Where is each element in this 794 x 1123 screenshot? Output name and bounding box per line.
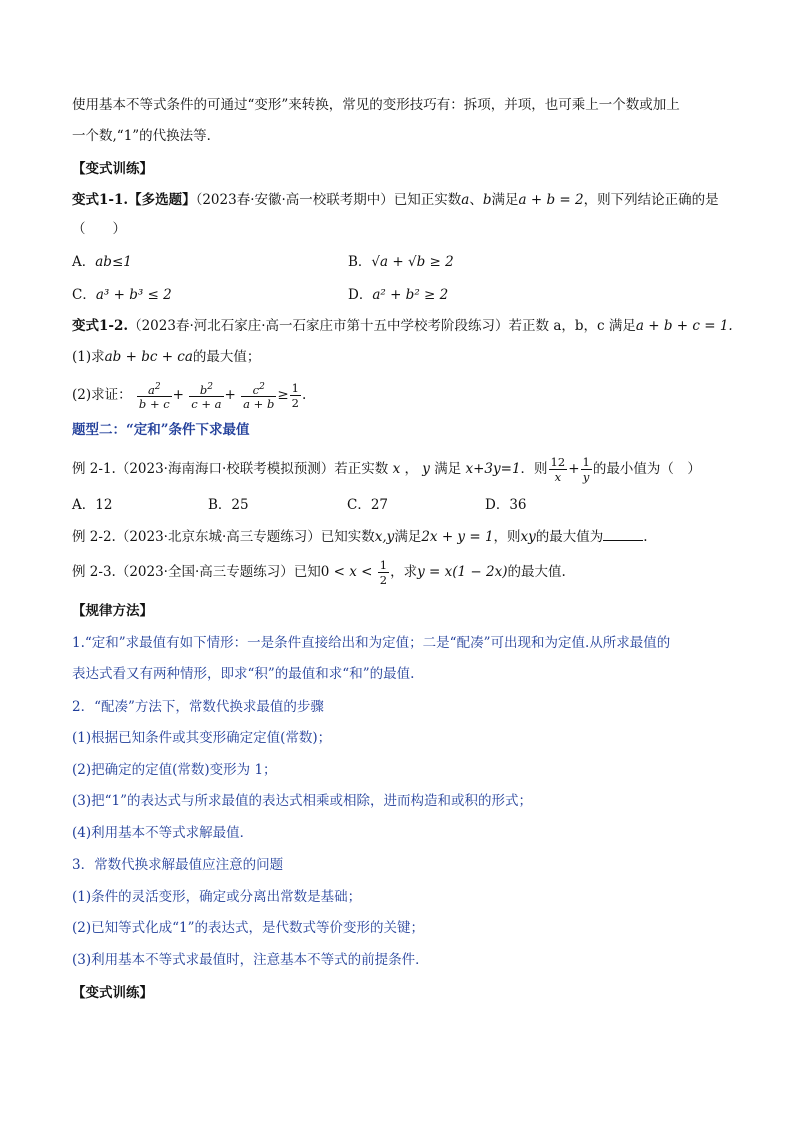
fraction: $\frac{a^2}{b + c}$ [138, 381, 170, 412]
option-b: B．25 [208, 497, 249, 513]
option-math: a² + b² ≥ 2 [372, 287, 449, 303]
math-expression: y = x(1 − 2x) [417, 564, 508, 580]
question-1-2-part-1 [72, 348, 260, 366]
fraction: $\frac{12}{x}$ [550, 455, 566, 484]
example-text: ，求 [390, 564, 418, 580]
option-math: ab≤1 [95, 254, 132, 270]
question-source: （2023春·河北石家庄·高一石家庄市第十五中学校考阶段练习） [128, 318, 509, 334]
method-line: (4)利用基本不等式求解最值． [72, 825, 254, 841]
option-c [72, 286, 172, 304]
part-prefix: (1)求 [72, 349, 105, 365]
method-line: 1.“定和”求最值有如下情形：一是条件直接给出和为定值；二是“配凑”可出现和为定值.从所求最值的 [72, 635, 671, 651]
method-line: (1)条件的灵活变形，确定或分离出常数是基础； [72, 889, 362, 905]
option-label: B． [348, 254, 372, 270]
method-line: (3)利用基本不等式求最值时，注意基本不等式的前提条件． [72, 952, 429, 968]
math-var-b: b [482, 192, 492, 208]
option-a [72, 253, 132, 271]
question-1-2 [72, 317, 733, 335]
example-text: ，则 [493, 529, 521, 545]
method-line: 表达式看又有两种情形，即求“积”的最值和求“和”的最值. [72, 666, 415, 682]
method-line: 3．常数代换求解最值应注意的问题 [72, 857, 284, 873]
option-label: C． [72, 287, 96, 303]
option-label: D． [348, 287, 373, 303]
intro-line-1: 使用基本不等式条件的可通过“变形”来转换，常见的变形技巧有：拆项，并项，也可乘上一个数或加上 [72, 97, 680, 113]
math-condition: a + b + c = 1. [635, 318, 733, 334]
math-var-y: y [417, 461, 435, 477]
math-condition: 2x + y = 1 [421, 529, 494, 545]
question-text: ，则下列结论正确的是 [583, 192, 719, 208]
option-math: √a + √b ≥ 2 [371, 254, 454, 270]
example-source: （2023·北京东城·高三专题练习） [115, 529, 321, 545]
example-text: ．则 [520, 461, 548, 477]
example-text: . [643, 529, 648, 545]
fraction: $\frac{b^2}{c + a}$ [191, 381, 222, 412]
fraction: $\frac{1}{2}$ [291, 381, 299, 410]
math-var-x: x [388, 461, 405, 477]
question-1-2-part-2: (2)求证： $\frac{a^2}{b + c}$ + $\frac{b^2}{c + a}$ + $\frac{c^2}{a + b}$ ≥ $\frac{1}{2}$ . [72, 381, 307, 412]
question-text: 已知正实数 [393, 192, 462, 208]
method-heading: 【规律方法】 [72, 603, 153, 619]
math-var-xy: xy [520, 529, 536, 545]
question-1-1: 变式1-1.【多选题】（2023春·安徽·高一校联考期中）已知正实数a、b满足a + b = 2，则下列结论正确的是 [72, 192, 719, 208]
example-text: 的最小值为（ ） [592, 461, 701, 477]
question-label: 变式1-2. [72, 318, 129, 334]
math-vars: x,y [374, 529, 395, 545]
option-b [348, 253, 454, 271]
intro-line-2: 一个数,“1”的代换法等． [72, 128, 221, 144]
option-d [348, 286, 448, 304]
answer-paren: （ ） [72, 221, 126, 237]
example-text: 若正实数 [334, 461, 389, 477]
question-source: （2023春·安徽·高一校联考期中） [195, 192, 394, 208]
method-line: (3)把“1”的表达式与所求最值的表达式相乘或相除，进而构造和或积的形式； [72, 793, 533, 809]
example-text: 的最大值. [507, 564, 566, 580]
option-d: D．36 [485, 497, 527, 513]
question-text: 满足 [491, 192, 519, 208]
math-range: 0 < x < [320, 564, 377, 580]
method-line: (2)已知等式化成“1”的表达式，是代数式等价变形的关键； [72, 920, 425, 936]
answer-blank[interactable] [603, 528, 643, 541]
example-text: 的最大值为 [535, 529, 604, 545]
section-heading: 【变式训练】 [72, 161, 153, 177]
method-line: (2)把确定的定值(常数)变形为 1； [72, 762, 277, 778]
method-line: (1)根据已知条件或其变形确定定值(常数)； [72, 730, 332, 746]
question-tag: 【多选题】 [128, 192, 196, 208]
option-label: A． [72, 254, 96, 270]
math-condition: x+3y=1 [465, 461, 521, 477]
example-2-2 [72, 528, 648, 546]
example-label: 例 2-3. [72, 564, 116, 580]
part-prefix: (2)求证： [72, 387, 132, 403]
example-label: 例 2-1. [72, 461, 116, 477]
example-2-1: 例 2-1.（2023·海南海口·校联考模拟预测）若正实数 x ， y 满足 x+3y=1．则 $\frac{12}{x}$ + $\frac{1}{y}$ 的最小值为（ ） [72, 455, 701, 484]
math-operator: ≥ [277, 387, 289, 403]
fraction: $\frac{c^2}{a + b}$ [243, 381, 275, 412]
section-heading: 【变式训练】 [72, 985, 153, 1001]
question-text: 若正数 a，b，c 满足 [508, 318, 636, 334]
option-c: C．27 [347, 497, 389, 513]
example-2-3 [72, 555, 566, 589]
math-expression: ab + bc + ca [104, 349, 193, 365]
example-source: （2023·海南海口·校联考模拟预测） [115, 461, 335, 477]
question-label: 变式1-1. [72, 192, 129, 208]
example-text: 已知 [293, 564, 321, 580]
fraction: $\frac{1}{y}$ [582, 455, 590, 484]
example-source: （2023·全国·高三专题练习） [115, 564, 294, 580]
type-2-heading: 题型二：“定和”条件下求最值 [72, 422, 250, 438]
fraction: $\frac{1}{2}$ [379, 558, 388, 587]
part-suffix: 的最大值； [192, 349, 261, 365]
math-condition: a + b = 2 [518, 192, 584, 208]
example-text: 满足 [434, 461, 462, 477]
method-line: 2．“配凑”方法下，常数代换求最值的步骤 [72, 699, 324, 715]
example-text: 已知实数 [320, 529, 375, 545]
option-math: a³ + b³ ≤ 2 [95, 287, 172, 303]
example-text: 满足 [394, 529, 422, 545]
math-vars: a [461, 192, 470, 208]
example-label: 例 2-2. [72, 529, 116, 545]
option-a: A．12 [72, 497, 113, 513]
